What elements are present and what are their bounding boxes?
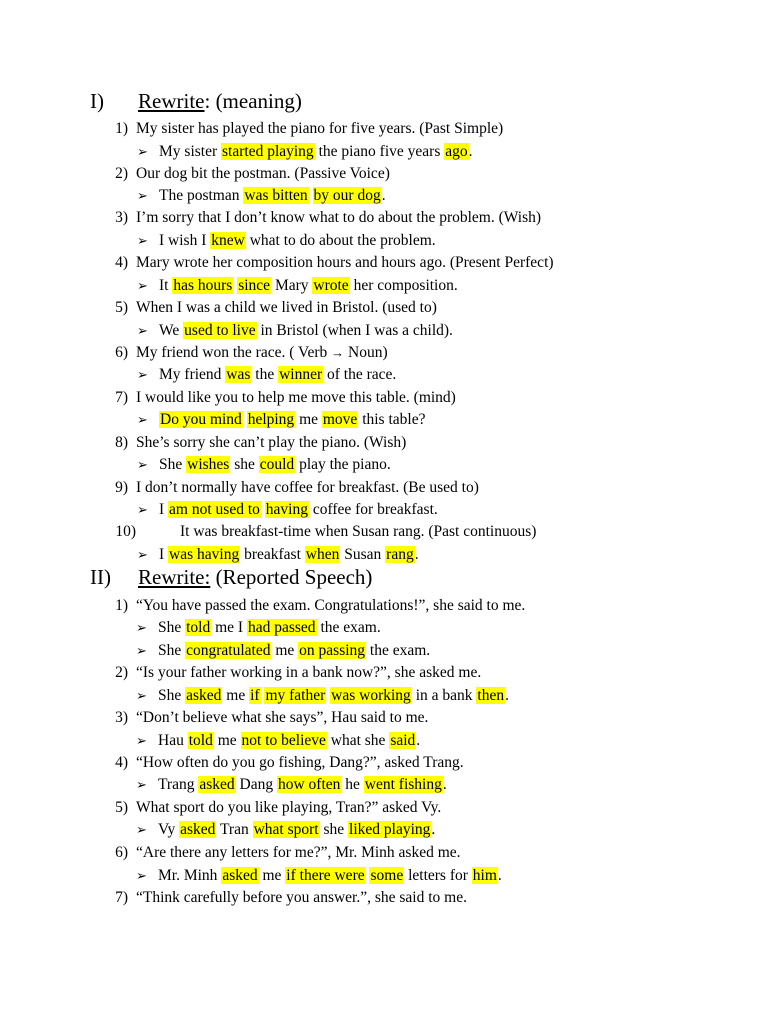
highlighted-text: since [238, 277, 271, 294]
exercise-question [136, 598, 525, 614]
highlighted-text: knew [211, 232, 245, 249]
text-segment: It [159, 277, 173, 294]
highlighted-text: asked [199, 776, 235, 793]
text-segment: My friend won the race. ( Verb [136, 344, 332, 361]
highlighted-text: move [322, 411, 358, 428]
highlighted-text: winner [279, 366, 323, 383]
arrow-bullet-icon: ➢ [137, 233, 148, 248]
text-segment: in a bank [411, 687, 477, 704]
item-number: 6) [115, 344, 128, 361]
text-segment: . [414, 546, 419, 563]
exercise-answer [158, 733, 420, 749]
exercise-answer [159, 233, 436, 249]
text-segment: me [222, 687, 250, 704]
item-number: 7) [115, 889, 128, 906]
highlighted-text: asked [186, 687, 222, 704]
text-segment: . [505, 687, 509, 704]
text-segment: Vy [158, 821, 180, 838]
exercise-question [136, 480, 479, 496]
text-segment: . [468, 143, 473, 160]
text-segment: Mr. Minh [158, 867, 222, 884]
text-segment: “How often do you go fishing, Dang?”, asked Trang. [136, 754, 464, 771]
exercise-answer [158, 868, 502, 884]
highlighted-text: rang [386, 546, 414, 563]
highlighted-text: my father [265, 687, 326, 704]
highlighted-text: was bitten [244, 187, 308, 204]
arrow-bullet-icon: ➢ [136, 688, 147, 703]
section-title: Rewrite: [138, 565, 211, 589]
text-segment: “Are there any letters for me?”, Mr. Minh asked me. [136, 844, 461, 861]
arrow-bullet-icon: ➢ [136, 620, 147, 635]
arrow-bullet-icon: ➢ [137, 457, 148, 472]
text-segment: “Think carefully before you answer.”, she said to me. [136, 889, 467, 906]
highlighted-text: if [250, 687, 260, 704]
text-segment: I [159, 501, 169, 518]
text-segment: I wish I [159, 232, 211, 249]
exercise-question [136, 300, 437, 316]
text-segment: her composition. [349, 277, 458, 294]
section-title: Rewrite [138, 89, 205, 113]
text-segment: the exam. [316, 619, 381, 636]
text-segment: . [431, 821, 436, 838]
highlighted-text: then [477, 687, 505, 704]
highlighted-text: has hours [173, 277, 233, 294]
highlighted-text: liked playing [349, 821, 431, 838]
item-number: 2) [115, 664, 128, 681]
section-instruction: (Reported Speech) [210, 565, 373, 589]
exercise-answer [159, 323, 453, 339]
arrow-bullet-icon: ➢ [137, 367, 148, 382]
exercise-question [136, 390, 456, 406]
text-segment: letters for [404, 867, 472, 884]
text-segment: She’s sorry she can’t play the piano. (Wish) [136, 434, 407, 451]
text-segment: She [159, 456, 187, 473]
highlighted-text: what sport [253, 821, 319, 838]
arrow-bullet-icon: ➢ [137, 323, 148, 338]
highlighted-text: had passed [247, 619, 316, 636]
highlighted-text: asked [222, 867, 258, 884]
text-segment: what to do about the problem. [245, 232, 436, 249]
exercise-answer [158, 777, 447, 793]
text-segment: I don’t normally have coffee for breakfast. (Be used to) [136, 479, 479, 496]
highlighted-text: having [265, 501, 308, 518]
text-segment: breakfast [240, 546, 305, 563]
text-segment: the exam. [366, 642, 431, 659]
exercise-answer [159, 367, 396, 383]
text-segment: I’m sorry that I don’t know what to do about the problem. (Wish) [136, 209, 542, 226]
exercise-question [136, 435, 406, 451]
arrow-bullet-icon: ➢ [136, 868, 147, 883]
text-segment: The postman [159, 187, 244, 204]
text-segment: “Don’t believe what she says”, Hau said to me. [136, 709, 429, 726]
text-segment: this table? [358, 411, 426, 428]
text-segment: “You have passed the exam. Congratulations!”, she said to me. [136, 597, 526, 614]
text-segment: It was breakfast-time when Susan rang. (Past continuous) [180, 523, 537, 540]
highlighted-text: used to live [184, 322, 256, 339]
text-segment: She [158, 642, 186, 659]
item-number: 5) [115, 799, 128, 816]
text-segment [309, 187, 313, 204]
highlighted-text: went fishing [364, 776, 442, 793]
exercise-answer [159, 144, 473, 160]
item-number: 1) [115, 120, 128, 137]
text-segment: the [251, 366, 279, 383]
section-roman-numeral: II) [90, 565, 111, 589]
text-segment: Dang [235, 776, 277, 793]
exercise-answer [159, 457, 391, 473]
highlighted-text: started playing [222, 143, 314, 160]
exercise-question [136, 845, 461, 861]
item-number: 7) [115, 389, 128, 406]
text-segment: My sister [159, 143, 221, 160]
exercise-question [136, 255, 554, 271]
exercise-question [136, 665, 481, 681]
arrow-bullet-icon: ➢ [136, 643, 147, 658]
exercise-answer [158, 620, 381, 636]
text-segment: When I was a child we lived in Bristol. (used to) [136, 299, 437, 316]
text-segment: Mary wrote her composition hours and hours ago. (Present Perfect) [136, 254, 554, 271]
exercise-question [136, 166, 390, 182]
text-segment: of the race. [323, 366, 397, 383]
section-heading [90, 567, 372, 588]
section-instruction: : (meaning) [204, 89, 302, 113]
highlighted-text: was having [169, 546, 240, 563]
highlighted-text: if there were [286, 867, 365, 884]
highlighted-text: Do you mind [160, 411, 242, 428]
text-segment: Hau [158, 732, 188, 749]
text-segment: Susan [340, 546, 386, 563]
arrow-bullet-icon: ➢ [136, 777, 147, 792]
item-number: 4) [115, 254, 128, 271]
highlighted-text: am not used to [169, 501, 260, 518]
highlighted-text: asked [180, 821, 216, 838]
text-segment: me [213, 732, 241, 749]
highlighted-text: how often [277, 776, 341, 793]
text-segment: what she [326, 732, 390, 749]
section-heading [90, 91, 302, 112]
exercise-answer [158, 822, 435, 838]
exercise-question [180, 524, 536, 540]
text-segment: me [271, 642, 299, 659]
text-segment: She [158, 687, 186, 704]
highlighted-text: when [305, 546, 340, 563]
text-segment: coffee for breakfast. [308, 501, 438, 518]
exercise-answer [159, 502, 438, 518]
arrow-bullet-icon: ➢ [137, 547, 148, 562]
text-segment: . [442, 776, 447, 793]
exercise-answer [159, 278, 458, 294]
text-segment: Trang [158, 776, 199, 793]
text-segment: Our dog bit the postman. (Passive Voice) [136, 165, 390, 182]
text-segment: I would like you to help me move this table. (mind) [136, 389, 456, 406]
exercise-question [136, 755, 464, 771]
item-number: 10) [115, 523, 136, 540]
exercise-answer [159, 547, 419, 563]
exercise-question [136, 800, 441, 816]
text-segment: the piano five years [314, 143, 445, 160]
text-segment: play the piano. [295, 456, 391, 473]
text-segment: What sport do you like playing, Tran?” asked Vy. [136, 799, 442, 816]
text-segment: me I [211, 619, 247, 636]
exercise-question [136, 210, 541, 226]
text-segment: . [381, 187, 386, 204]
highlighted-text: helping [247, 411, 295, 428]
text-segment: . [416, 732, 421, 749]
arrow-bullet-icon: ➢ [136, 733, 147, 748]
exercise-answer [159, 412, 425, 428]
arrow-bullet-icon: ➢ [137, 502, 148, 517]
highlighted-text: some [370, 867, 404, 884]
right-arrow-icon: → [331, 345, 345, 360]
text-segment: . [497, 867, 502, 884]
item-number: 8) [115, 434, 128, 451]
text-segment: she [319, 821, 349, 838]
text-segment: me [258, 867, 286, 884]
arrow-bullet-icon: ➢ [137, 144, 148, 159]
exercise-question [136, 121, 503, 137]
highlighted-text: told [186, 619, 211, 636]
item-number: 1) [115, 597, 128, 614]
highlighted-text: by our dog [313, 187, 381, 204]
exercise-answer [159, 188, 386, 204]
exercise-answer [158, 643, 430, 659]
exercise-question [136, 345, 388, 361]
highlighted-text: him [472, 867, 497, 884]
item-number: 9) [115, 479, 128, 496]
exercise-answer [158, 688, 509, 704]
item-number: 3) [115, 209, 128, 226]
text-segment: I [159, 546, 169, 563]
text-segment: Mary [271, 277, 313, 294]
text-segment: My sister has played the piano for five years. (Past Simple) [136, 120, 504, 137]
highlighted-text: could [259, 456, 295, 473]
arrow-bullet-icon: ➢ [137, 412, 148, 427]
arrow-bullet-icon: ➢ [137, 278, 148, 293]
text-segment: Tran [216, 821, 253, 838]
text-segment: “Is your father working in a bank now?”, she asked me. [136, 664, 482, 681]
arrow-bullet-icon: ➢ [136, 822, 147, 837]
item-number: 4) [115, 754, 128, 771]
highlighted-text: was [226, 366, 251, 383]
highlighted-text: was working [331, 687, 411, 704]
text-segment: he [341, 776, 364, 793]
arrow-bullet-icon: ➢ [137, 188, 148, 203]
item-number: 2) [115, 165, 128, 182]
highlighted-text: congratulated [186, 642, 271, 659]
item-number: 3) [115, 709, 128, 726]
text-segment: She [158, 619, 186, 636]
highlighted-text: told [188, 732, 213, 749]
highlighted-text: ago [445, 143, 468, 160]
text-segment: Noun) [344, 344, 388, 361]
text-segment: she [230, 456, 259, 473]
item-number: 6) [115, 844, 128, 861]
highlighted-text: on passing [299, 642, 366, 659]
exercise-question [136, 890, 467, 906]
section-roman-numeral: I) [90, 89, 104, 113]
text-segment: me [295, 411, 322, 428]
highlighted-text: said [390, 732, 416, 749]
item-number: 5) [115, 299, 128, 316]
highlighted-text: wrote [313, 277, 349, 294]
highlighted-text: not to believe [241, 732, 326, 749]
text-segment: My friend [159, 366, 226, 383]
exercise-question [136, 710, 428, 726]
text-segment: in Bristol (when I was a child). [256, 322, 453, 339]
text-segment: We [159, 322, 184, 339]
highlighted-text: wishes [187, 456, 230, 473]
